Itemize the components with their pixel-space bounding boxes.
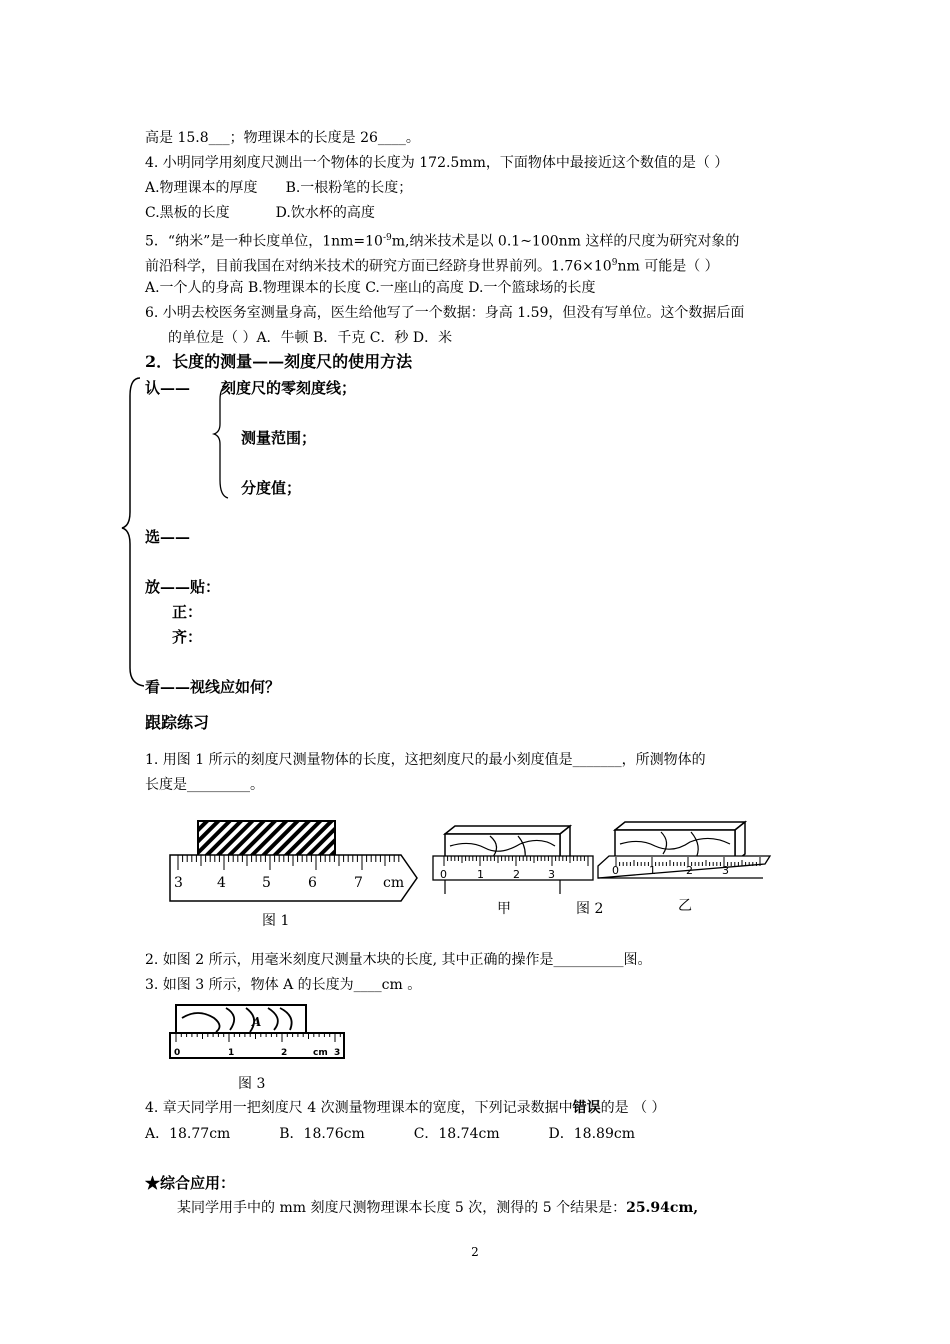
- option-a: A.物理课本的厚度: [145, 180, 258, 196]
- practice-title: 跟踪练习: [145, 713, 210, 732]
- fig2-yi-label: 3: [722, 864, 729, 877]
- question-4-options-ab: [145, 178, 412, 198]
- step-qi: 齐：: [172, 628, 203, 646]
- step-zheng: 正：: [172, 603, 203, 621]
- practice-q4: 4. 章天同学用一把刻度尺 4 次测量物理课本的宽度，下列记录数据中错误的是 （ ）: [145, 1100, 666, 1116]
- fig2-yi-label: 2: [686, 864, 693, 877]
- fig2-yi-label: 1: [649, 864, 656, 877]
- fig1-label: 6: [308, 875, 317, 891]
- fig3-label: 0: [174, 1048, 181, 1058]
- practice-q3: 3. 如图 3 所示，物体 A 的长度为____cm 。: [145, 977, 422, 993]
- step-ren-2: 测量范围；: [241, 429, 317, 447]
- option-c: C.黑板的长度: [145, 205, 230, 221]
- question-5: 5．“纳米”是一种长度单位，$1nm=10^{-9}m$,纳米技术是以 0.1~100nm 这样的尺度为研究对象的: [145, 233, 740, 250]
- option-d: D.饮水杯的高度: [275, 205, 375, 221]
- figure-2-jia-label: 甲: [497, 901, 511, 917]
- fig3-label: cm: [313, 1048, 328, 1058]
- fig1-label: 3: [174, 875, 183, 891]
- fig3-label: 2: [281, 1048, 288, 1058]
- step-kan: 看——视线应如何？: [145, 678, 281, 696]
- practice-q1-cont: 长度是_________。: [145, 777, 264, 793]
- fig2-jia-label: 1: [477, 868, 484, 881]
- line-1: 高是 15.8___；物理课本的长度是 26____。: [145, 130, 420, 146]
- question-4: 4. 小明同学用刻度尺测出一个物体的长度为 172.5mm，下面物体中最接近这个数值的是（ ）: [145, 155, 729, 171]
- figure-2-jia: [430, 822, 600, 902]
- question-6-options: 的单位是（ ）A．牛顿 B．千克 C．秒 D．米: [168, 330, 453, 346]
- fig2-jia-label: 3: [548, 868, 555, 881]
- synthesis-text: 某同学用手中的 mm 刻度尺测物理课本长度 5 次，测得的 5 个结果是：25.94cm,: [177, 1200, 699, 1216]
- question-6: 6. 小明去校医务室测量身高，医生给他写了一个数据：身高 1.59，但没有写单位。这个数据后面: [145, 305, 745, 321]
- figure-3-caption: 图 3: [238, 1076, 266, 1092]
- fig1-label: 5: [262, 875, 271, 891]
- step-ren: 认——: [145, 379, 191, 397]
- question-4-options-cd: [145, 203, 375, 223]
- practice-q1: 1. 用图 1 所示的刻度尺测量物体的长度，这把刻度尺的最小刻度值是_______，所测物体的: [145, 752, 706, 768]
- fig2-jia-label: 0: [440, 868, 447, 881]
- fig1-label: cm: [383, 875, 405, 891]
- step-ren-1: 刻度尺的零刻度线；: [221, 379, 357, 397]
- figure-2-yi: [595, 820, 780, 892]
- star-icon: ★: [145, 1174, 161, 1192]
- practice-q4-options: A．18.77cm B．18.76cm C．18.74cm D．18.89cm: [145, 1126, 635, 1142]
- figure-2-yi-label: 乙: [678, 898, 692, 914]
- practice-q2: 2. 如图 2 所示，用毫米刻度尺测量木块的长度, 其中正确的操作是__________图。: [145, 952, 652, 968]
- step-xuan: 选——: [145, 528, 191, 546]
- figure-2-caption: 图 2: [576, 901, 604, 917]
- figure-3-ruler: [168, 1000, 358, 1064]
- fig1-label: 7: [354, 875, 363, 891]
- question-5-options: A.一个人的身高 B.物理课本的长度 C.一座山的高度 D.一个篮球场的长度: [145, 280, 596, 296]
- section-title: 2．长度的测量——刻度尺的使用方法: [145, 352, 413, 371]
- question-5-cont: 前沿科学，目前我国在对纳米技术的研究方面已经跻身世界前列。$1.76\times 10^9nm$ 可能是（ ）: [145, 258, 719, 275]
- figure-1-caption: 图 1: [262, 913, 290, 929]
- fig3-label: 1: [228, 1048, 235, 1058]
- page-number: 2: [471, 1245, 479, 1259]
- fig2-jia-label: 2: [513, 868, 520, 881]
- step-fang: 放——贴：: [145, 578, 221, 596]
- option-b: B.一根粉笔的长度；: [285, 180, 413, 196]
- fig1-label: 4: [217, 875, 226, 891]
- fig3-label: 3: [334, 1048, 341, 1058]
- object-a-label: A: [252, 1015, 262, 1029]
- fig2-yi-label: 0: [612, 864, 619, 877]
- hatched-object: [198, 821, 335, 859]
- step-ren-3: 分度值；: [241, 479, 302, 497]
- figure-1-ruler: [165, 815, 425, 907]
- synthesis-title: ★综合应用：: [145, 1174, 236, 1192]
